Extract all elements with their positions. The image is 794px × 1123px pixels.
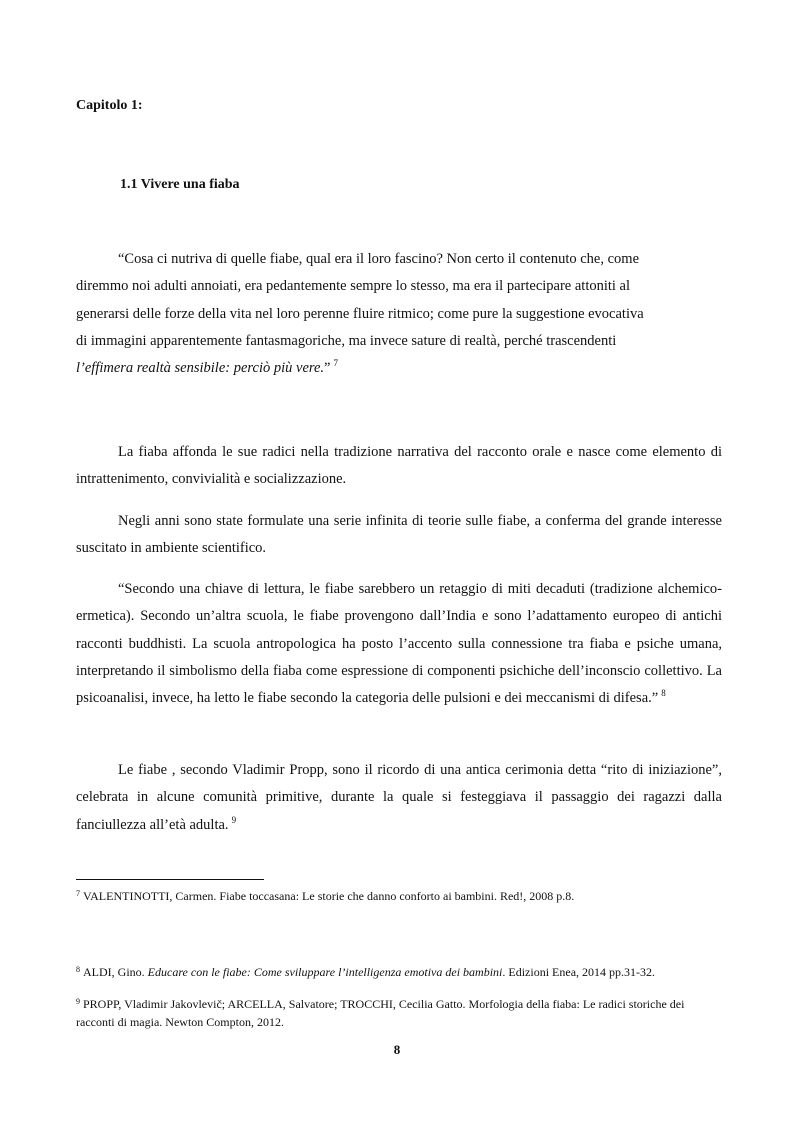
page-number: 8 [393, 1042, 401, 1057]
footnote-number: 7 [76, 889, 80, 898]
paragraph-1: La fiaba affonda le sue radici nella tradizione narrativa del racconto orale e nasce come elemento di intrattenimento, convivialità e socializzazione. [76, 444, 722, 488]
epigraph-quote [76, 246, 722, 382]
epigraph-italic-text: l’effimera realtà sensibile: perciò più vere. [76, 360, 325, 377]
footnote-text: ALDI, Gino. [83, 965, 148, 979]
footnote-title-italic: Educare con le fiabe: Come sviluppare l’intelligenza emotiva dei bambini [147, 965, 503, 979]
paragraph-3-text: “Secondo una chiave di lettura, le fiabe sarebbero un retaggio di miti decaduti (tradizione alchemico-ermetica). Secondo un’altra scuola, le fiabe provengono dall’India e sono l’adattamento europeo di antichi racconti buddhisti. La scuola antropologica ha posto l’accento sulla connessione tra fiaba e psiche umana, interpretando il simbolismo della fiaba come espressione di componenti psichiche dell’inconscio collettivo. La psicoanalisi, invece, ha letto le fiabe secondo la categoria delle pulsioni e dei meccanismi di difesa.” [76, 581, 722, 707]
epigraph-line: di immagini apparentemente fantasmagoriche, ma invece sature di realtà, perché trascendenti [76, 332, 617, 349]
footnote-text: VALENTINOTTI, Carmen. Fiabe toccasana: Le storie che danno conforto ai bambini. Red!, 2008 p.8. [83, 889, 575, 903]
footnote-number: 8 [76, 965, 80, 974]
footnote-8 [76, 963, 726, 981]
epigraph-line: “Cosa ci nutriva di quelle fiabe, qual era il loro fascino? Non certo il contenuto che, come [118, 251, 640, 267]
chapter-heading: Capitolo 1: [76, 98, 143, 113]
footnote-separator [76, 879, 264, 880]
epigraph-close-quote: ” [324, 360, 331, 377]
footnote-number: 9 [76, 997, 80, 1006]
paragraph-3 [76, 576, 722, 712]
section-heading: 1.1 Vivere una fiaba [120, 177, 240, 192]
footnote-9 [76, 995, 726, 1031]
footnote-text: PROPP, Vladimir Jakovlevič; ARCELLA, Salvatore; TROCCHI, Cecilia Gatto. Morfologia della fiaba: Le radici storiche dei racconti di magia. Newton Compton, 2012. [76, 997, 685, 1029]
epigraph-line: diremmo noi adulti annoiati, era pedantemente sempre lo stesso, ma era il partecipare attoniti al [76, 278, 631, 295]
paragraph-4-text: Le fiabe , secondo Vladimir Propp, sono il ricordo di una antica cerimonia detta “rito di iniziazione”, celebrata in alcune comunità primitive, durante la quale si festeggiava il passaggio dei ragazzi dalla fanciullezza all’età adulta. [76, 762, 722, 833]
epigraph-line: generarsi delle forze della vita nel loro perenne fluire ritmico; come pure la suggestione evocativa [76, 305, 644, 322]
paragraph-2: Negli anni sono state formulate una serie infinita di teorie sulle fiabe, a conferma del grande interesse suscitato in ambiente scientifico. [76, 513, 722, 557]
footnote-ref-8: 8 [661, 688, 666, 699]
footnote-text-end: . Edizioni Enea, 2014 pp.31-32. [502, 965, 656, 979]
footnote-ref-7: 7 [333, 358, 338, 369]
epigraph-line [76, 355, 722, 382]
footnote-7 [76, 887, 726, 905]
paragraph-4 [76, 757, 722, 839]
footnote-ref-9: 9 [231, 814, 237, 825]
